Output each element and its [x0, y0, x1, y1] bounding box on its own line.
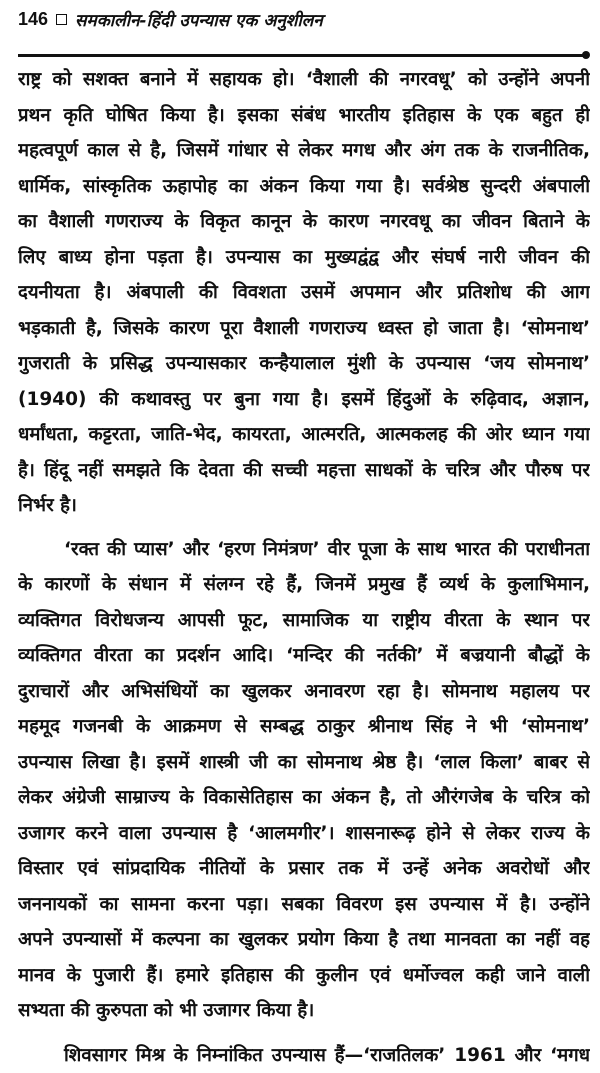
paragraph: [18, 1038, 590, 1073]
text-line: ‘रक्त की प्यास’ और ‘हरण निमंत्रण’ वीर पूजा के साथ भारत की पराधीनता: [18, 532, 590, 568]
text-line: लिए बाध्य होना पड़ता है। उपन्यास का मुख्यद्वंद्व और संघर्ष नारी जीवन की: [18, 240, 590, 276]
paragraph: [18, 532, 590, 1029]
text-line: धार्मिक, सांस्कृतिक ऊहापोह का अंकन किया गया है। सर्वश्रेष्ठ सुन्दरी अंबपाली: [18, 169, 590, 205]
text-line: अपने उपन्यासों में कल्पना का खुलकर प्रयोग किया है तथा मानवता का नहीं वह: [18, 922, 590, 958]
page-number: 146: [18, 9, 48, 30]
text-line: विस्तार एवं सांप्रदायिक नीतियों के प्रसार तक में उन्हें अनेक अवरोधों और: [18, 851, 590, 887]
text-line: गुजराती के प्रसिद्ध उपन्यासकार कन्हैयालाल मुंशी के उपन्यास ‘जय सोमनाथ’: [18, 346, 590, 382]
text-line: उजागर करने वाला उपन्यास है ‘आलमगीर’। शासनारूढ़ होने से लेकर राज्य के: [18, 816, 590, 852]
text-line: महमूद गजनबी के आक्रमण से सम्बद्ध ठाकुर श्रीनाथ सिंह ने भी ‘सोमनाथ’: [18, 709, 590, 745]
text-line: लेकर अंग्रेजी साम्राज्य के विकासेतिहास का अंकन है, तो औरंगजेब के चरित्र को: [18, 780, 590, 816]
text-line: राष्ट्र को सशक्त बनाने में सहायक हो। ‘वैशाली की नगरवधू’ को उन्होंने अपनी: [18, 62, 590, 98]
header-rule-dot: [582, 51, 590, 59]
text-line: महत्वपूर्ण काल से है, जिसमें गांधार से लेकर मगध और अंग तक के राजनीतिक,: [18, 133, 590, 169]
text-line: व्यक्तिगत वीरता का प्रदर्शन आदि। ‘मन्दिर की नर्तकी’ में बज्रयानी बौद्धों के: [18, 638, 590, 674]
text-line: प्रथन कृति घोषित किया है। इसका संबंध भारतीय इतिहास के एक बहुत ही: [18, 98, 590, 134]
page-body: [18, 62, 590, 1073]
running-header: [18, 4, 323, 34]
header-rule: [18, 54, 586, 57]
text-line: दुराचारों और अभिसंधियों का खुलकर अनावरण रहा है। सोमनाथ महालय पर: [18, 674, 590, 710]
text-line: निर्भर है।: [18, 488, 590, 524]
text-line: है। हिंदू नहीं समझते कि देवता की सच्ची महत्ता साधकों के चरित्र और पौरुष पर: [18, 453, 590, 489]
running-title: समकालीन-हिंदी उपन्यास एक अनुशीलन: [75, 8, 323, 31]
paragraph: [18, 62, 590, 524]
text-line: मानव के पुजारी हैं। हमारे इतिहास की कुलीन एवं धर्मोज्वल कही जाने वाली: [18, 958, 590, 994]
text-line: दयनीयता है। अंबपाली की विवशता उसमें अपमान और प्रतिशोध की आग: [18, 275, 590, 311]
text-line: के कारणों के संधान में संलग्न रहे हैं, जिनमें प्रमुख हैं व्यर्थ के कुलाभिमान,: [18, 567, 590, 603]
text-line: सभ्यता की कुरुपता को भी उजागर किया है।: [18, 993, 590, 1029]
text-line: का वैशाली गणराज्य के विकृत कानून के कारण नगरवधू का जीवन बिताने के: [18, 204, 590, 240]
square-bullet-icon: [56, 14, 67, 25]
text-line: व्यक्तिगत विरोधजन्य आपसी फूट, सामाजिक या राष्ट्रीय वीरता के स्थान पर: [18, 603, 590, 639]
text-line: (1940) की कथावस्तु पर बुना गया है। इसमें हिंदुओं के रुढ़िवाद, अज्ञान,: [18, 382, 590, 418]
text-line: जननायकों का सामना करना पड़ा। सबका विवरण इस उपन्यास में है। उन्होंने: [18, 887, 590, 923]
text-line: उपन्यास लिखा है। इसमें शास्त्री जी का सोमनाथ श्रेष्ठ है। ‘लाल किला’ बाबर से: [18, 745, 590, 781]
text-line: भड़काती है, जिसके कारण पूरा वैशाली गणराज्य ध्वस्त हो जाता है। ‘सोमनाथ’: [18, 311, 590, 347]
text-line: शिवसागर मिश्र के निम्नांकित उपन्यास हैं—‘राजतिलक’ 1961 और ‘मगध: [18, 1038, 590, 1073]
text-line: धर्मांधता, कट्टरता, जाति-भेद, कायरता, आत्मरति, आत्मकलह की ओर ध्यान गया: [18, 417, 590, 453]
